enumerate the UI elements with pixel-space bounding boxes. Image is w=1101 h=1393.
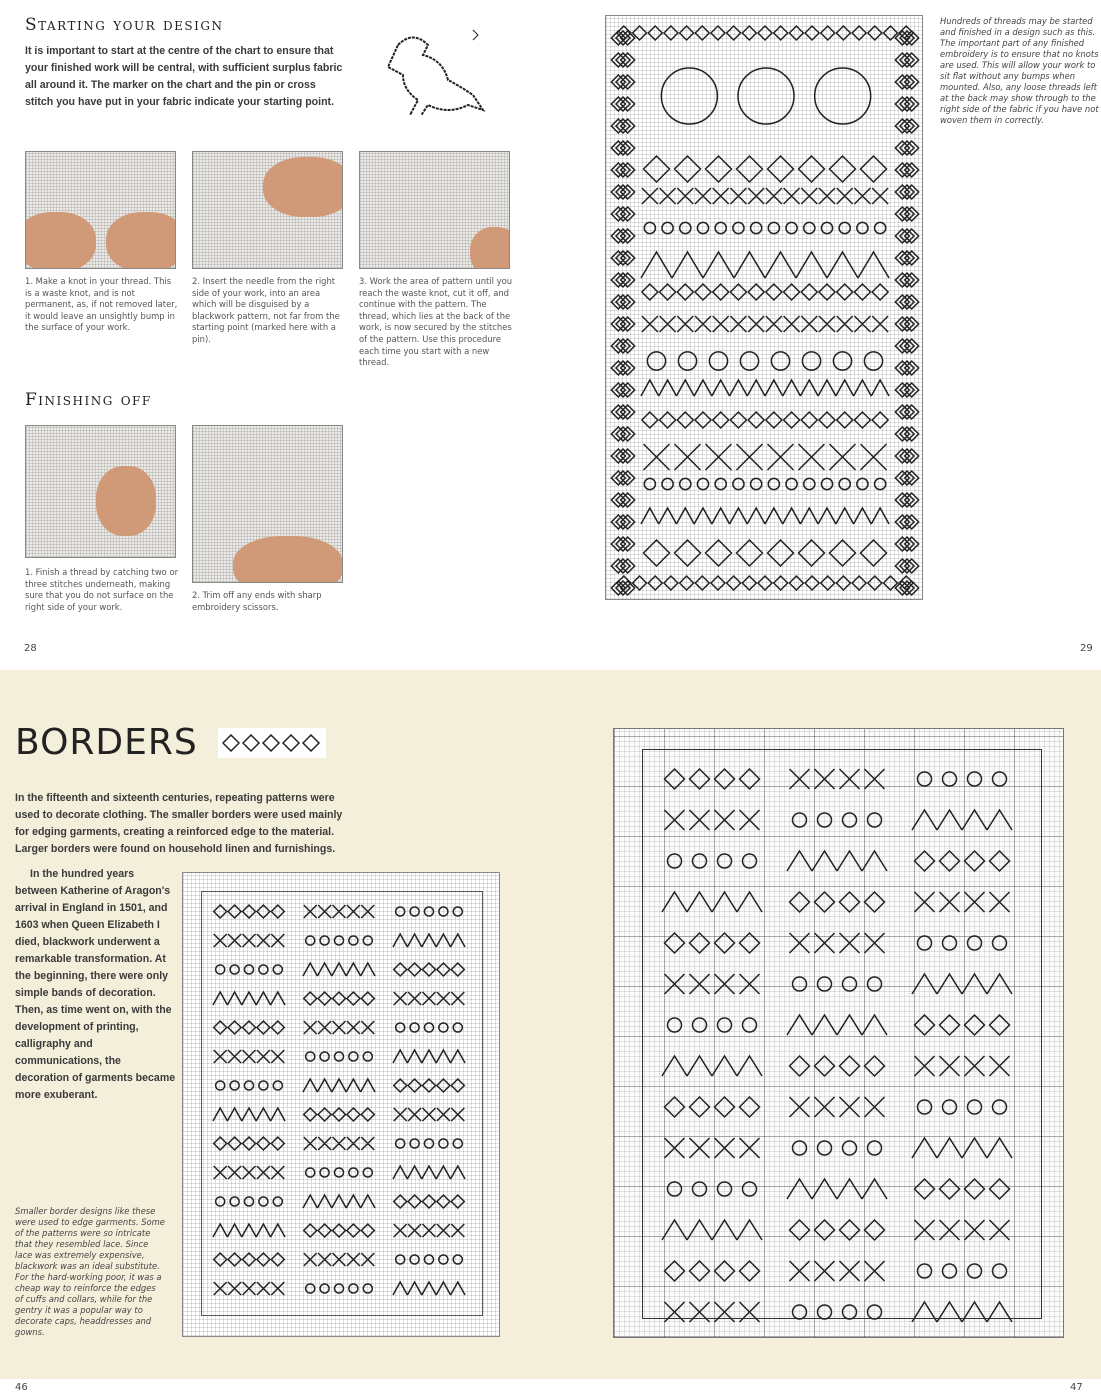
border-motif	[662, 892, 762, 912]
border-motif	[642, 284, 888, 300]
border-motif	[611, 97, 634, 111]
border-motif	[668, 1182, 757, 1196]
border-motif	[662, 1056, 762, 1076]
border-motif	[793, 977, 882, 991]
border-motif	[895, 537, 918, 551]
border-motif	[611, 537, 634, 551]
border-motif	[644, 444, 887, 470]
border-motif	[915, 892, 1010, 912]
border-motif	[641, 508, 889, 524]
border-motif	[790, 1261, 885, 1281]
border-motif	[611, 361, 634, 375]
border-motif	[895, 449, 918, 463]
border-motif	[895, 75, 918, 89]
border-motif	[611, 405, 634, 419]
border-motif	[665, 1261, 760, 1281]
border-motif	[396, 907, 463, 916]
page-number-28: 28	[24, 643, 37, 654]
border-motif	[394, 992, 465, 1005]
photo-step-2	[192, 151, 343, 269]
border-motif	[915, 1220, 1010, 1240]
border-motif	[912, 810, 1012, 830]
border-motif	[918, 1264, 1007, 1278]
border-motif	[790, 933, 885, 953]
border-motif	[918, 936, 1007, 950]
border-motif	[895, 229, 918, 243]
step-3-caption: 3. Work the area of pattern until you reach the waste knot, cut it off, and continue with the pattern. The thread, which lies at the back of the work, is now secured by the stitches of the pattern. Use this procedure each time you start with a new thread.	[359, 276, 513, 368]
border-motif	[611, 427, 634, 441]
border-motif	[661, 68, 870, 124]
border-motif	[611, 251, 634, 265]
border-motif	[644, 156, 887, 182]
border-motif	[644, 540, 887, 566]
border-motif	[644, 478, 885, 489]
border-motif	[611, 185, 634, 199]
border-motif	[611, 515, 634, 529]
border-motif	[895, 53, 918, 67]
border-motif	[611, 559, 634, 573]
heading-starting-design: Starting your design	[25, 15, 224, 35]
border-motif	[787, 851, 887, 871]
border-motif	[393, 1282, 465, 1295]
border-motif	[393, 934, 465, 947]
border-motif	[611, 383, 634, 397]
border-motif	[895, 405, 918, 419]
border-motif	[617, 576, 913, 590]
border-motif	[394, 1079, 465, 1092]
border-motif	[393, 1050, 465, 1063]
photo-finish-1	[25, 425, 176, 558]
border-motif	[611, 141, 634, 155]
border-motif	[611, 53, 634, 67]
sampler-caption: Hundreds of threads may be started and finished in a design such as this. The important part of any finished embroidery is to ensure that no knots are used. This will allow your work to sit flat without any bumps when mounted. Also, any loose threads left at the back may show through to the right side of the fabric if you have not woven them in correctly.	[940, 16, 1099, 125]
border-motif	[915, 1179, 1010, 1199]
border-motif	[895, 141, 918, 155]
border-motif	[396, 1255, 463, 1264]
border-motif	[611, 207, 634, 221]
border-motif	[790, 769, 885, 789]
border-motif	[617, 26, 913, 40]
borders-text-column	[15, 790, 350, 1338]
border-motif	[665, 810, 760, 830]
border-motif	[394, 1224, 465, 1237]
border-motif	[915, 1015, 1010, 1035]
border-motif	[668, 854, 757, 868]
border-motif	[394, 963, 465, 976]
border-motif	[611, 493, 634, 507]
borders-caption: Smaller border designs like these were used to edge garments. Some of the patterns were so intricate that they resembled lace. Since lace was extremely expensive, blackwork was an ideal substitute. For the hard-working poor, it was a cheap way to reinforce the edges of cuffs and collars, while for the gentry it was a popular way to decorate caps, headdresses and gowns.	[15, 1206, 165, 1337]
border-motif	[895, 251, 918, 265]
border-motif	[790, 892, 885, 912]
border-motif	[912, 1302, 1012, 1322]
border-motif	[641, 252, 889, 278]
border-motif	[895, 471, 918, 485]
borders-title: BORDERS	[15, 722, 198, 763]
border-motif	[895, 295, 918, 309]
photo-step-1	[25, 151, 176, 269]
border-motif	[895, 559, 918, 573]
page-number-47: 47	[1070, 1382, 1083, 1393]
border-motif	[895, 339, 918, 353]
border-motif	[611, 163, 634, 177]
borders-chart	[613, 728, 1064, 1338]
borders-body: In the hundred years between Katherine of Aragon's arrival in England in 1501, and 1603 when Queen Elizabeth I died, blackwork underwent a remarkable transformation. At the beginning, there were only simple bands of decoration. Then, as time went on, with the development of printing, calligraphy and communications, the decoration of garments became more exuberant.	[15, 868, 176, 1101]
photo-finish-2	[192, 425, 343, 583]
border-motif	[895, 427, 918, 441]
border-motif	[393, 1166, 465, 1179]
border-motif	[793, 1141, 882, 1155]
border-motif	[790, 1056, 885, 1076]
border-motif	[396, 1139, 463, 1148]
border-motif	[787, 1015, 887, 1035]
border-motif	[895, 317, 918, 331]
border-motif	[665, 933, 760, 953]
border-motif	[611, 317, 634, 331]
finish-1-caption: 1. Finish a thread by catching two or three stitches underneath, making sure that you do not surface on the right side of your work.	[25, 567, 179, 612]
border-motif	[895, 185, 918, 199]
title-motif	[218, 728, 326, 758]
border-motif	[895, 207, 918, 221]
border-motif	[642, 188, 888, 204]
border-motif	[895, 361, 918, 375]
border-motif	[790, 1220, 885, 1240]
border-motif	[611, 75, 634, 89]
border-motif	[394, 1195, 465, 1208]
borders-intro: In the fifteenth and sixteenth centuries, repeating patterns were used to decorate clothing. The smaller borders were used mainly for edging garments, creating a reinforced edge to the material. Larger borders were found on household linen and furnishings.	[15, 792, 343, 855]
step-1-caption: 1. Make a knot in your thread. This is a waste knot, and is not permanent, as, if not removed later, it would leave an unsightly bump in the surface of your work.	[25, 276, 178, 333]
border-motif	[665, 769, 760, 789]
page-number-46: 46	[15, 1382, 28, 1393]
border-motif	[611, 449, 634, 463]
border-motif	[644, 222, 885, 233]
border-motif	[665, 1138, 760, 1158]
border-motif	[396, 1023, 463, 1032]
border-motif	[918, 772, 1007, 786]
border-motif	[611, 229, 634, 243]
border-motif	[912, 1138, 1012, 1158]
border-motif	[611, 295, 634, 309]
border-motif	[895, 273, 918, 287]
border-motif	[895, 97, 918, 111]
border-motif	[665, 1097, 760, 1117]
border-motif	[662, 1220, 762, 1240]
border-motif	[895, 515, 918, 529]
border-motif	[611, 339, 634, 353]
step-2-caption: 2. Insert the needle from the right side of your work, into an area which will be disguised by a blackwork pattern, not far from the starting point (marked here with a pin).	[192, 276, 340, 344]
border-motif	[611, 273, 634, 287]
border-motif	[895, 383, 918, 397]
border-motif	[665, 1302, 760, 1322]
border-motif	[787, 1179, 887, 1199]
finish-2-caption: 2. Trim off any ends with sharp embroidery scissors.	[192, 590, 322, 612]
border-motif	[665, 974, 760, 994]
page-number-29: 29	[1080, 643, 1093, 654]
border-motif	[394, 1108, 465, 1121]
border-motif	[790, 1097, 885, 1117]
intro-text: It is important to start at the centre of the chart to ensure that your finished work will be central, with sufficient surplus fabric all around it. The marker on the chart and the pin or cross stitch you have put in your fabric indicate your starting point.	[25, 45, 343, 108]
dragon-illustration	[378, 25, 488, 115]
border-motif	[611, 119, 634, 133]
border-motif	[895, 493, 918, 507]
border-motif	[641, 380, 889, 396]
border-motif	[918, 1100, 1007, 1114]
border-motif	[793, 813, 882, 827]
border-motif	[668, 1018, 757, 1032]
border-motif	[647, 352, 882, 370]
border-motif	[912, 974, 1012, 994]
border-motif	[895, 163, 918, 177]
heading-finishing-off: Finishing off	[25, 390, 152, 410]
border-motif	[915, 851, 1010, 871]
border-motif	[642, 316, 888, 332]
border-motif	[915, 1056, 1010, 1076]
border-motif	[642, 412, 888, 428]
border-motif	[611, 471, 634, 485]
border-motif	[895, 119, 918, 133]
border-motif	[793, 1305, 882, 1319]
photo-step-3	[359, 151, 510, 269]
sampler-chart	[605, 15, 923, 600]
